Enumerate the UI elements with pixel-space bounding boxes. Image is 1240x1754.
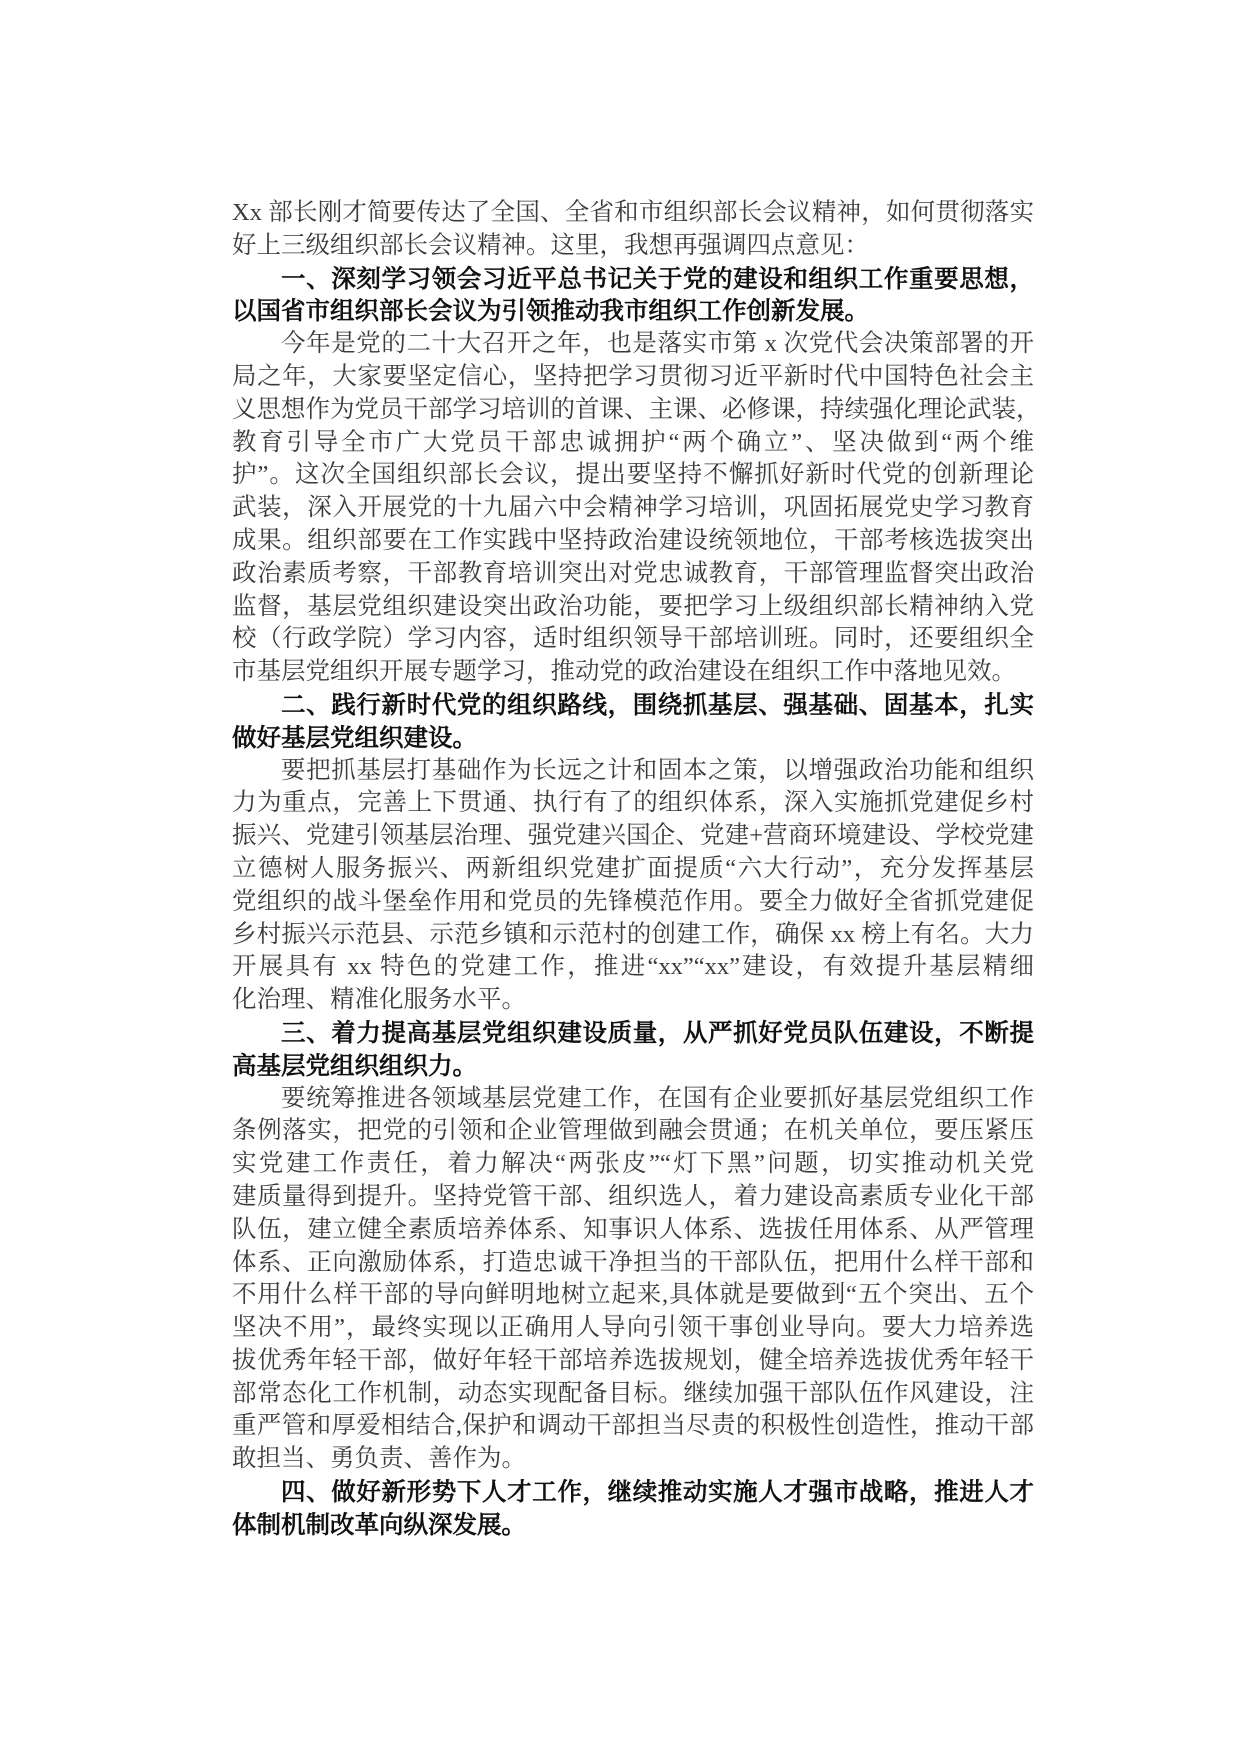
text-line: 好上三级组织部长会议精神。这里，我想再强调四点意见： <box>232 231 869 259</box>
section-heading <box>232 689 1034 755</box>
text-line: 监督，基层党组织建设突出政治功能，要把学习上级组织部长精神纳入党 <box>232 592 1034 620</box>
text-line: 队伍，建立健全素质培养体系、知事识人体系、选拔任用体系、从严管理 <box>232 1215 1034 1243</box>
text-line: 二、践行新时代党的组织路线，围绕抓基层、强基础、固基本，扎实 <box>281 689 1034 719</box>
text-line: 要把抓基层打基础作为长远之计和固本之策，以增强政治功能和组织 <box>281 756 1034 784</box>
body-paragraph <box>232 755 1034 1017</box>
text-line: 立德树人服务振兴、两新组织党建扩面提质“六大行动”，充分发挥基层 <box>232 854 1034 882</box>
text-line: 条例落实，把党的引领和企业管理做到融会贯通；在机关单位，要压紧压 <box>232 1117 1034 1145</box>
text-line: 拔优秀年轻干部，做好年轻干部培养选拔规划，健全培养选拔优秀年轻干 <box>232 1346 1034 1374</box>
text-line: 三、着力提高基层党组织建设质量，从严抓好党员队伍建设，不断提 <box>281 1017 1034 1047</box>
text-line: 实党建工作责任，着力解决“两张皮”“灯下黑”问题，切实推动机关党 <box>232 1150 1034 1178</box>
text-line: 重严管和厚爱相结合,保护和调动干部担当尽责的积极性创造性，推动干部 <box>232 1412 1034 1440</box>
text-line: 敢担当、勇负责、善作为。 <box>232 1445 526 1473</box>
text-line: 四、做好新形势下人才工作，继续推动实施人才强市战略，推进人才 <box>281 1477 1034 1507</box>
section-heading <box>232 1476 1034 1542</box>
text-line: 不用什么样干部的导向鲜明地树立起来,具体就是要做到“五个突出、五个 <box>232 1281 1034 1309</box>
text-line: 体制机制改革向纵深发展。 <box>232 1509 526 1539</box>
text-line: 乡村振兴示范县、示范乡镇和示范村的创建工作，确保 xx 榜上有名。大力 <box>232 920 1034 948</box>
text-line: 成果。组织部要在工作实践中坚持政治建设统领地位，干部考核选拔突出 <box>232 526 1034 554</box>
text-line: 武装，深入开展党的十九届六中会精神学习培训，巩固拓展党史学习教育 <box>232 494 1034 522</box>
text-line: 一、深刻学习领会习近平总书记关于党的建设和组织工作重要思想， <box>281 263 1034 293</box>
text-line: Xx 部长刚才简要传达了全国、全省和市组织部长会议精神，如何贯彻落实 <box>232 199 1034 226</box>
section-heading <box>232 263 1034 329</box>
text-line: 护”。这次全国组织部长会议，提出要坚持不懈抓好新时代党的创新理论 <box>232 461 1034 489</box>
text-line: 做好基层党组织建设。 <box>232 722 477 752</box>
text-line: 高基层党组织组织力。 <box>232 1050 477 1080</box>
text-line: 坚决不用”，最终实现以正确用人导向引领干事创业导向。要大力培养选 <box>232 1314 1034 1342</box>
text-line: 部常态化工作机制，动态实现配备目标。继续加强干部队伍作风建设，注 <box>232 1379 1034 1407</box>
text-line: 教育引导全市广大党员干部忠诚拥护“两个确立”、坚决做到“两个维 <box>232 428 1034 456</box>
text-line: 振兴、党建引领基层治理、强党建兴国企、党建+营商环境建设、学校党建 <box>232 822 1034 850</box>
text-line: 局之年，大家要坚定信心，坚持把学习贯彻习近平新时代中国特色社会主 <box>232 362 1034 390</box>
text-line: 政治素质考察，干部教育培训突出对党忠诚教育，干部管理监督突出政治 <box>232 559 1034 587</box>
body-paragraph <box>232 197 1034 263</box>
text-line: 力为重点，完善上下贯通、执行有了的组织体系，深入实施抓党建促乡村 <box>232 789 1034 817</box>
text-line: 今年是党的二十大召开之年，也是落实市第 x 次党代会决策部署的开 <box>281 330 1034 358</box>
section-heading <box>232 1017 1034 1083</box>
text-line: 体系、正向激励体系，打造忠诚干净担当的干部队伍，把用什么样干部和 <box>232 1248 1034 1276</box>
text-line: 要统筹推进各领域基层党建工作，在国有企业要抓好基层党组织工作 <box>281 1084 1034 1112</box>
text-line: 市基层党组织开展专题学习，推动党的政治建设在组织工作中落地见效。 <box>232 658 1016 686</box>
text-line: 以国省市组织部长会议为引领推动我市组织工作创新发展。 <box>232 296 869 326</box>
text-line: 校（行政学院）学习内容，适时组织领导干部培训班。同时，还要组织全 <box>232 625 1034 653</box>
document-page <box>232 197 1041 1542</box>
text-line: 党组织的战斗堡垒作用和党员的先锋模范作用。要全力做好全省抓党建促 <box>232 887 1034 915</box>
body-paragraph <box>232 328 1041 689</box>
body-paragraph <box>232 1083 1034 1477</box>
text-line: 建质量得到提升。坚持党管干部、组织选人，着力建设高素质专业化干部 <box>232 1182 1034 1210</box>
text-line: 化治理、精准化服务水平。 <box>232 986 526 1014</box>
text-line: 开展具有 xx 特色的党建工作，推进“xx”“xx”建设，有效提升基层精细 <box>232 953 1034 981</box>
text-line: 义思想作为党员干部学习培训的首课、主课、必修课，持续强化理论武装， <box>232 395 1041 423</box>
